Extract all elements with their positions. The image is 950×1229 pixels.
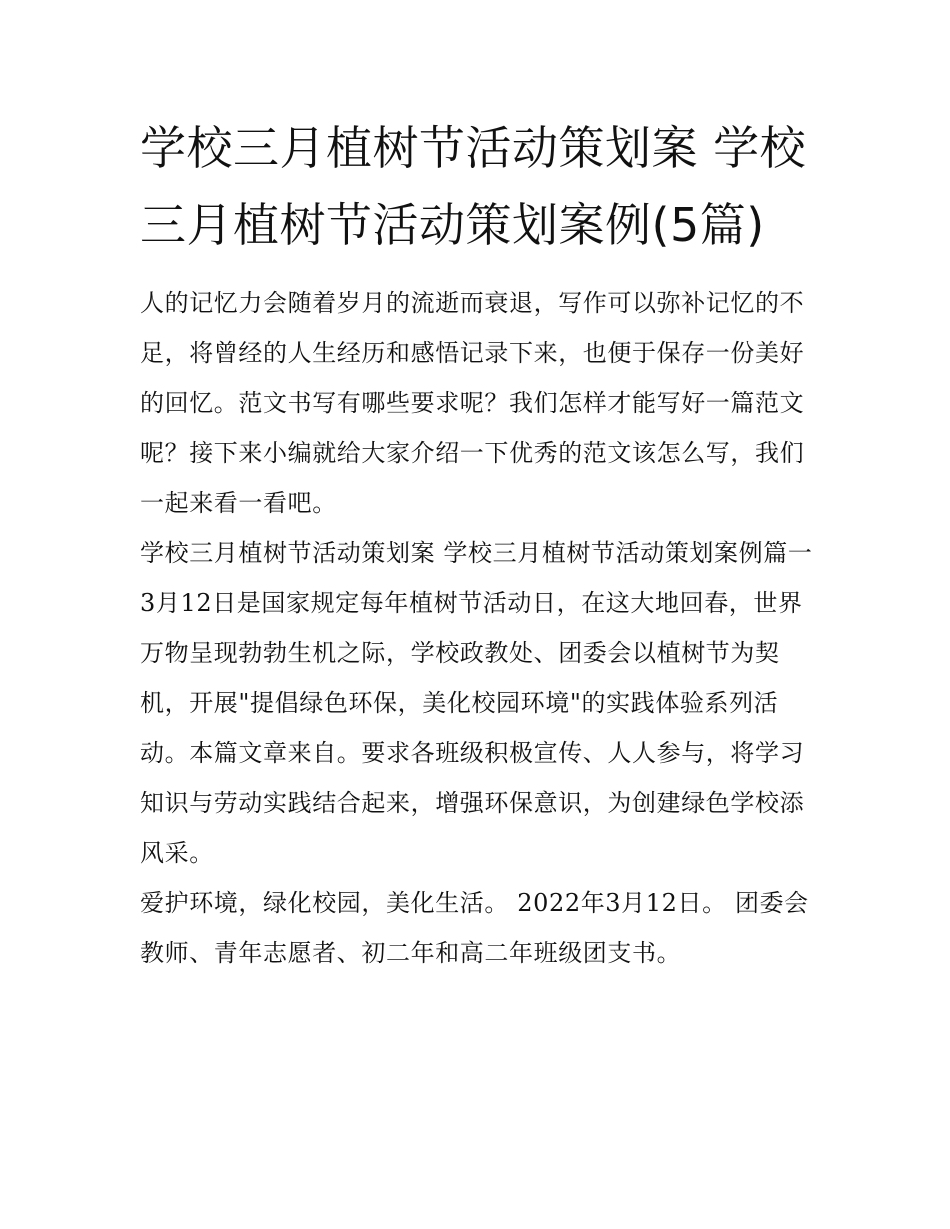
- body-paragraph: 3月12日是国家规定每年植树节活动日，在这大地回春，世界万物呈现勃勃生机之际，学校政教处、团委会以植树节为契机，开展"提倡绿色环保，美化校园环境"的实践体验系列活动。本篇文章来自。要求各班级积极宣传、人人参与，将学习知识与劳动实践结合起来，增强环保意识，为创建绿色学校添风采。: [140, 589, 805, 867]
- body-paragraph-details: 爱护环境，绿化校园，美化生活。 2022年3月12日。 团委会教师、青年志愿者、初二年和高二年班级团支书。: [140, 889, 809, 967]
- document-title: 学校三月植树节活动策划案 学校三月植树节活动策划案例(5篇): [140, 121, 807, 252]
- section-heading: 学校三月植树节活动策划案 学校三月植树节活动策划案例篇一: [140, 539, 813, 567]
- document-page: [140, 110, 815, 978]
- intro-paragraph: 人的记忆力会随着岁月的流逝而衰退，写作可以弥补记忆的不足，将曾经的人生经历和感悟记录下来，也便于保存一份美好的回忆。范文书写有哪些要求呢？我们怎样才能写好一篇范文呢？接下来小编就给大家介绍一下优秀的范文该怎么写，我们一起来看一看吧。: [140, 289, 805, 517]
